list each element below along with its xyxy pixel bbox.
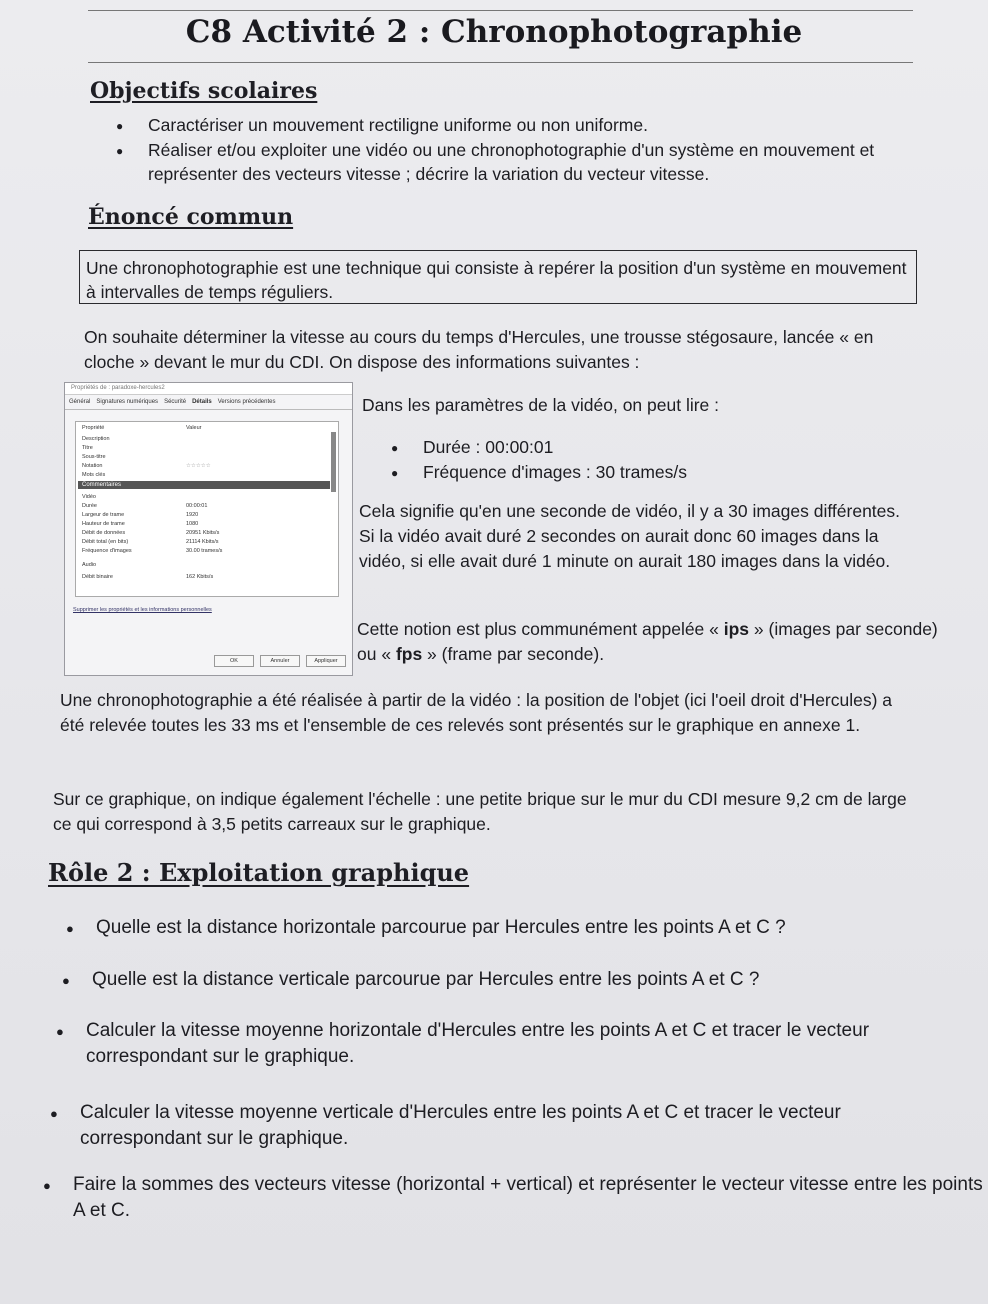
top-rule xyxy=(88,10,913,11)
scale-paragraph: Sur ce graphique, on indique également l'échelle : une petite brique sur le mur du CDI mesure 9,2 cm de large ce qui correspond à 3,5 petits carreaux sur le graphique. xyxy=(53,789,907,834)
params-list xyxy=(423,435,903,485)
prop-row: Mots clés xyxy=(82,472,106,478)
tab-signatures[interactable]: Signatures numériques xyxy=(96,399,159,405)
objectifs-list xyxy=(148,113,918,186)
chrono-paragraph: Une chronophotographie a été réalisée à partir de la vidéo : la position de l'objet (ici l'oeil droit d'Hercules) a été relevée toutes les 33 ms et l'ensemble de ces relevés sont présentés sur le graphique en annexe 1. xyxy=(60,690,893,735)
col-valeur: Valeur xyxy=(186,425,202,431)
prop-section: Vidéo xyxy=(82,494,96,500)
prop-row: Durée 00:00:01 xyxy=(82,503,208,509)
fps-explanation: Cela signifie qu'en une seconde de vidéo, il y a 30 images différentes. Si la vidéo avait duré 2 secondes on aurait donc 60 images dans la vidéo, si elle avait duré 1 minute on aurait 180 images dans la vidéo. xyxy=(359,501,901,571)
video-properties-dialog xyxy=(64,382,353,676)
prop-row: Fréquence d'images 30.00 trames/s xyxy=(82,548,223,554)
dialog-buttons xyxy=(214,655,346,667)
prop-row: Notation ☆☆☆☆☆ xyxy=(82,463,211,469)
prop-row: Débit binaire 162 Kbits/s xyxy=(82,574,214,580)
cancel-button[interactable]: Annuler xyxy=(260,655,300,667)
prop-row: Sous-titre xyxy=(82,454,106,460)
prop-row: Débit de données 20951 Kbits/s xyxy=(82,530,220,536)
tab-securite[interactable]: Sécurité xyxy=(164,399,187,405)
question-item: ● Quelle est la distance verticale parcourue par Hercules entre les points A et C ? xyxy=(92,967,932,993)
question-item: ● Faire la sommes des vecteurs vitesse (horizontal + vertical) et représenter le vecteur vitesse entre les points A et C. xyxy=(73,1172,983,1224)
objectif-item: ● Réaliser et/ou exploiter une vidéo ou une chronophotographie d'un système en mouvement et représenter des vecteurs vitesse ; décrire la variation du vecteur vitesse. xyxy=(148,138,918,186)
prop-row: Débit total (en bits) 21114 Kbits/s xyxy=(82,539,219,545)
ok-button[interactable]: OK xyxy=(214,655,254,667)
prop-row: Hauteur de trame 1080 xyxy=(82,521,199,527)
dialog-tabs xyxy=(65,395,352,410)
param-item: ● Fréquence d'images : 30 trames/s xyxy=(423,460,903,485)
properties-panel xyxy=(75,421,339,597)
param-item: ● Durée : 00:00:01 xyxy=(423,435,903,460)
tab-general[interactable]: Général xyxy=(69,399,91,405)
params-intro: Dans les paramètres de la vidéo, on peut lire : xyxy=(362,395,719,415)
definition-box: Une chronophotographie est une technique qui consiste à repérer la position d'un système en mouvement à intervalles de temps réguliers. xyxy=(79,250,917,304)
prop-row: Titre xyxy=(82,445,93,451)
prop-row-selected[interactable]: Commentaires xyxy=(78,481,330,489)
prop-row: Largeur de trame 1920 xyxy=(82,512,199,518)
prop-section: Audio xyxy=(82,562,97,568)
question-item: ● Calculer la vitesse moyenne verticale d'Hercules entre les points A et C et tracer le vecteur correspondant sur le graphique. xyxy=(80,1100,960,1152)
enonce-heading: Énoncé commun xyxy=(88,204,294,230)
page-title: C8 Activité 2 : Chronophotographie xyxy=(185,14,803,50)
panel-scrollbar[interactable] xyxy=(331,432,336,492)
prop-row: Description xyxy=(82,436,110,442)
tab-details[interactable]: Détails xyxy=(192,399,212,405)
objectifs-heading: Objectifs scolaires xyxy=(90,78,318,104)
column-header xyxy=(82,425,202,431)
title-rule xyxy=(88,62,913,63)
apply-button[interactable]: Appliquer xyxy=(306,655,346,667)
objectif-item: ● Caractériser un mouvement rectiligne uniforme ou non uniforme. xyxy=(148,113,918,137)
intro-text: On souhaite déterminer la vitesse au cours du temps d'Hercules, une trousse stégosaure, lancée « en cloche » devant le mur du CDI. On dispose des informations suivantes : xyxy=(84,327,874,372)
fps-notion: Cette notion est plus communément appelée « ips » (images par seconde) ou « fps » (frame par seconde). xyxy=(357,619,938,664)
col-propriete: Propriété xyxy=(82,425,105,431)
rating-stars: ☆☆☆☆☆ xyxy=(186,463,211,469)
question-item: ● Calculer la vitesse moyenne horizontale d'Hercules entre les points A et C et tracer le vecteur correspondant sur le graphique. xyxy=(86,1018,926,1070)
role-heading: Rôle 2 : Exploitation graphique xyxy=(48,858,470,887)
dialog-titlebar: Propriétés de : paradoxe-hercules2 xyxy=(65,383,352,395)
question-item: ● Quelle est la distance horizontale parcourue par Hercules entre les points A et C ? xyxy=(96,915,936,941)
remove-properties-link[interactable]: Supprimer les propriétés et les informations personnelles xyxy=(73,607,212,613)
tab-versions[interactable]: Versions précédentes xyxy=(217,399,276,405)
